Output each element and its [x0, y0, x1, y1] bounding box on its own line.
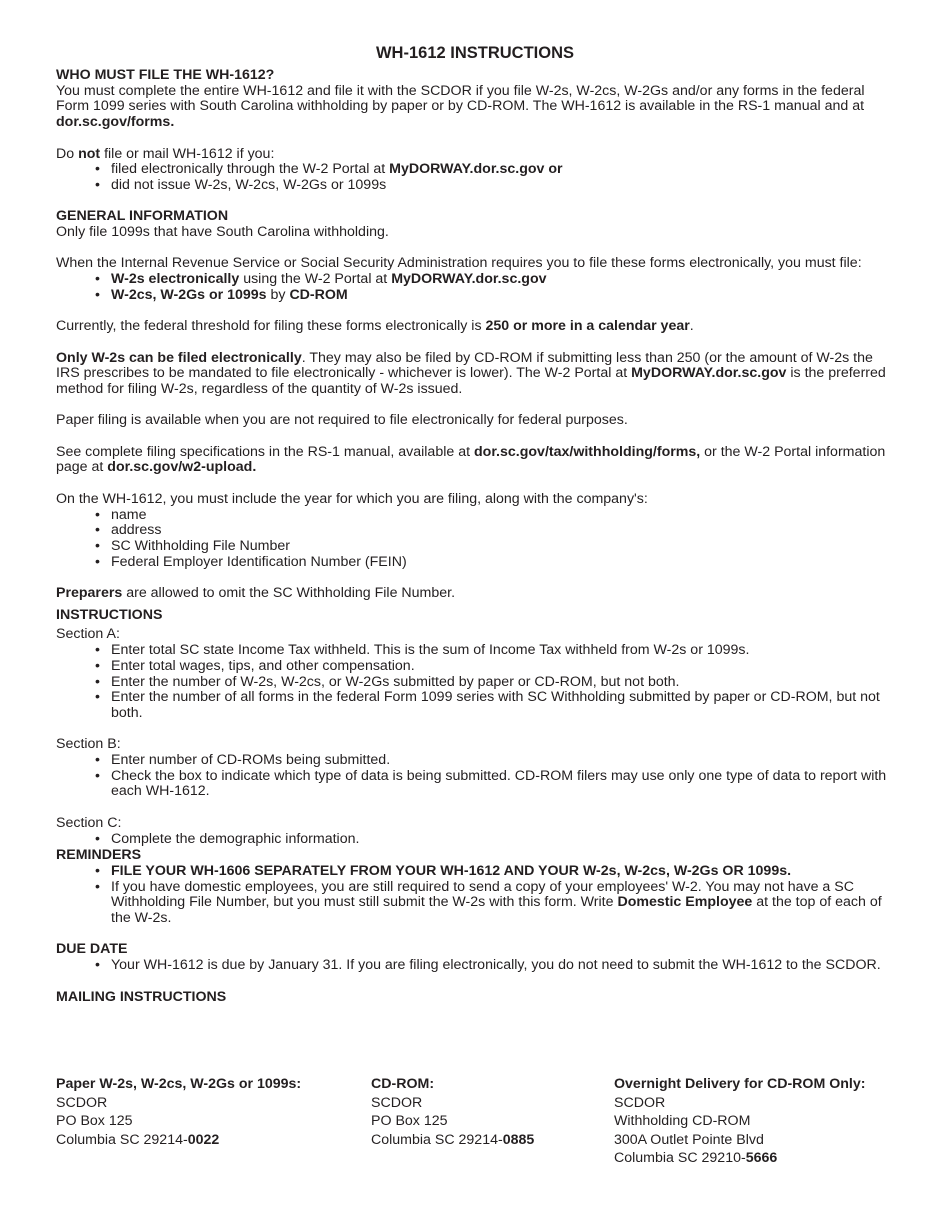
- list-item: • FILE YOUR WH-1606 SEPARATELY FROM YOUR WH-1612 AND YOUR W-2s, W-2cs, W-2Gs OR 1099s.: [56, 864, 896, 880]
- page-title: WH-1612 INSTRUCTIONS: [375, 44, 575, 62]
- threshold-paragraph: Currently, the federal threshold for filing these forms electronically is 250 or more in a calendar year.: [56, 318, 694, 335]
- list-item: • W-2s electronically using the W-2 Portal at MyDORWAY.dor.sc.gov: [56, 272, 896, 288]
- list-item: • If you have domestic employees, you are still required to send a copy of your employees' W-2. You may not have a SC Withholding File Number, but you must still submit the W-2s with this form. Write Domestic Employee at the top of each of the W-2s.: [56, 880, 896, 927]
- forms-link: dor.sc.gov/forms.: [56, 114, 175, 131]
- section-a-label: Section A:: [56, 626, 120, 643]
- w2-electronic-paragraph: Only W-2s can be filed electronically. They may also be filed by CD-ROM if submitting less than 250 (or the amount of W-2s the IRS prescribes to be mandated to file electronically - whichever is lower). The W-2 Portal at MyDORWAY.dor.sc.gov is the preferred method for filing W-2s, regardless of the quantity of W-2s issued.: [56, 349, 886, 397]
- section-a-list: [56, 643, 896, 722]
- reminders-heading: REMINDERS: [56, 847, 142, 864]
- list-item: • Enter total SC state Income Tax withheld. This is the sum of Income Tax withheld from W-2s or 1099s.: [56, 643, 896, 659]
- list-item: • Enter the number of all forms in the federal Form 1099 series with SC Withholding submitted by paper or CD-ROM, but not both.: [56, 690, 896, 721]
- include-paragraph: On the WH-1612, you must include the year for which you are filing, along with the company's:: [56, 490, 648, 507]
- mailing-heading: MAILING INSTRUCTIONS: [56, 988, 227, 1005]
- do-not-file-list: [56, 162, 896, 193]
- general-p2: When the Internal Revenue Service or Social Security Administration requires you to file these forms electronically, you must file:: [56, 255, 862, 272]
- paper-address: Paper W-2s, W-2cs, W-2Gs or 1099s: SCDOR PO Box 125 Columbia SC 29214-0022: [56, 1076, 302, 1148]
- overnight-address: Overnight Delivery for CD-ROM Only: SCDOR Withholding CD-ROM 300A Outlet Pointe Blvd Columbia SC 29210-5666: [614, 1076, 866, 1166]
- section-b-label: Section B:: [56, 736, 121, 753]
- mailing-addresses: [56, 1075, 916, 1175]
- list-item: • SC Withholding File Number: [56, 539, 896, 555]
- list-item: • filed electronically through the W-2 Portal at MyDORWAY.dor.sc.gov or: [56, 162, 896, 178]
- reminders-list: [56, 864, 896, 927]
- general-heading: GENERAL INFORMATION: [56, 208, 229, 225]
- list-item: • Federal Employer Identification Number (FEIN): [56, 555, 896, 571]
- specifications-paragraph: See complete filing specifications in the RS-1 manual, available at dor.sc.gov/tax/withholding/forms, or the W-2 Portal information page at dor.sc.gov/w2-upload.: [56, 443, 886, 476]
- list-item: • Complete the demographic information.: [56, 832, 896, 848]
- cdrom-address: CD-ROM: SCDOR PO Box 125 Columbia SC 29214-0885: [371, 1076, 535, 1148]
- list-item: • Enter the number of W-2s, W-2cs, or W-2Gs submitted by paper or CD-ROM, but not both.: [56, 675, 896, 691]
- list-item: • W-2cs, W-2Gs or 1099s by CD-ROM: [56, 288, 896, 304]
- list-item: • Enter total wages, tips, and other compensation.: [56, 659, 896, 675]
- due-date-heading: DUE DATE: [56, 941, 128, 958]
- section-c-label: Section C:: [56, 814, 122, 831]
- instructions-heading: INSTRUCTIONS: [56, 606, 163, 623]
- company-info-list: [56, 508, 896, 571]
- who-paragraph: You must complete the entire WH-1612 and file it with the SCDOR if you file W-2s, W-2cs, W-2Gs and/or any forms in the federal Form 1099 series with South Carolina withholding by paper or by CD-ROM. The WH-1612 is available in the RS-1 manual and at dor.sc.gov/forms.: [56, 82, 865, 131]
- list-item: • did not issue W-2s, W-2cs, W-2Gs or 1099s: [56, 178, 896, 194]
- section-c-list: [56, 832, 896, 848]
- list-item: • name: [56, 508, 896, 524]
- list-item: • address: [56, 523, 896, 539]
- list-item: • Enter number of CD-ROMs being submitted.: [56, 753, 896, 769]
- list-item: • Check the box to indicate which type of data is being submitted. CD-ROM filers may use only one type of data to report with each WH-1612.: [56, 769, 896, 800]
- list-item: • Your WH-1612 is due by January 31. If you are filing electronically, you do not need to submit the WH-1612 to the SCDOR.: [56, 958, 896, 974]
- who-heading: WHO MUST FILE THE WH-1612?: [56, 67, 275, 83]
- must-file-list: [56, 272, 896, 303]
- preparers-paragraph: Preparers are allowed to omit the SC Withholding File Number.: [56, 585, 456, 602]
- do-not-file-paragraph: Do not file or mail WH-1612 if you:: [56, 145, 275, 162]
- paper-filing-paragraph: Paper filing is available when you are not required to file electronically for federal purposes.: [56, 412, 628, 429]
- section-b-list: [56, 753, 896, 800]
- content-flow: [56, 68, 896, 1005]
- due-date-list: [56, 958, 896, 974]
- general-p1: Only file 1099s that have South Carolina withholding.: [56, 224, 389, 240]
